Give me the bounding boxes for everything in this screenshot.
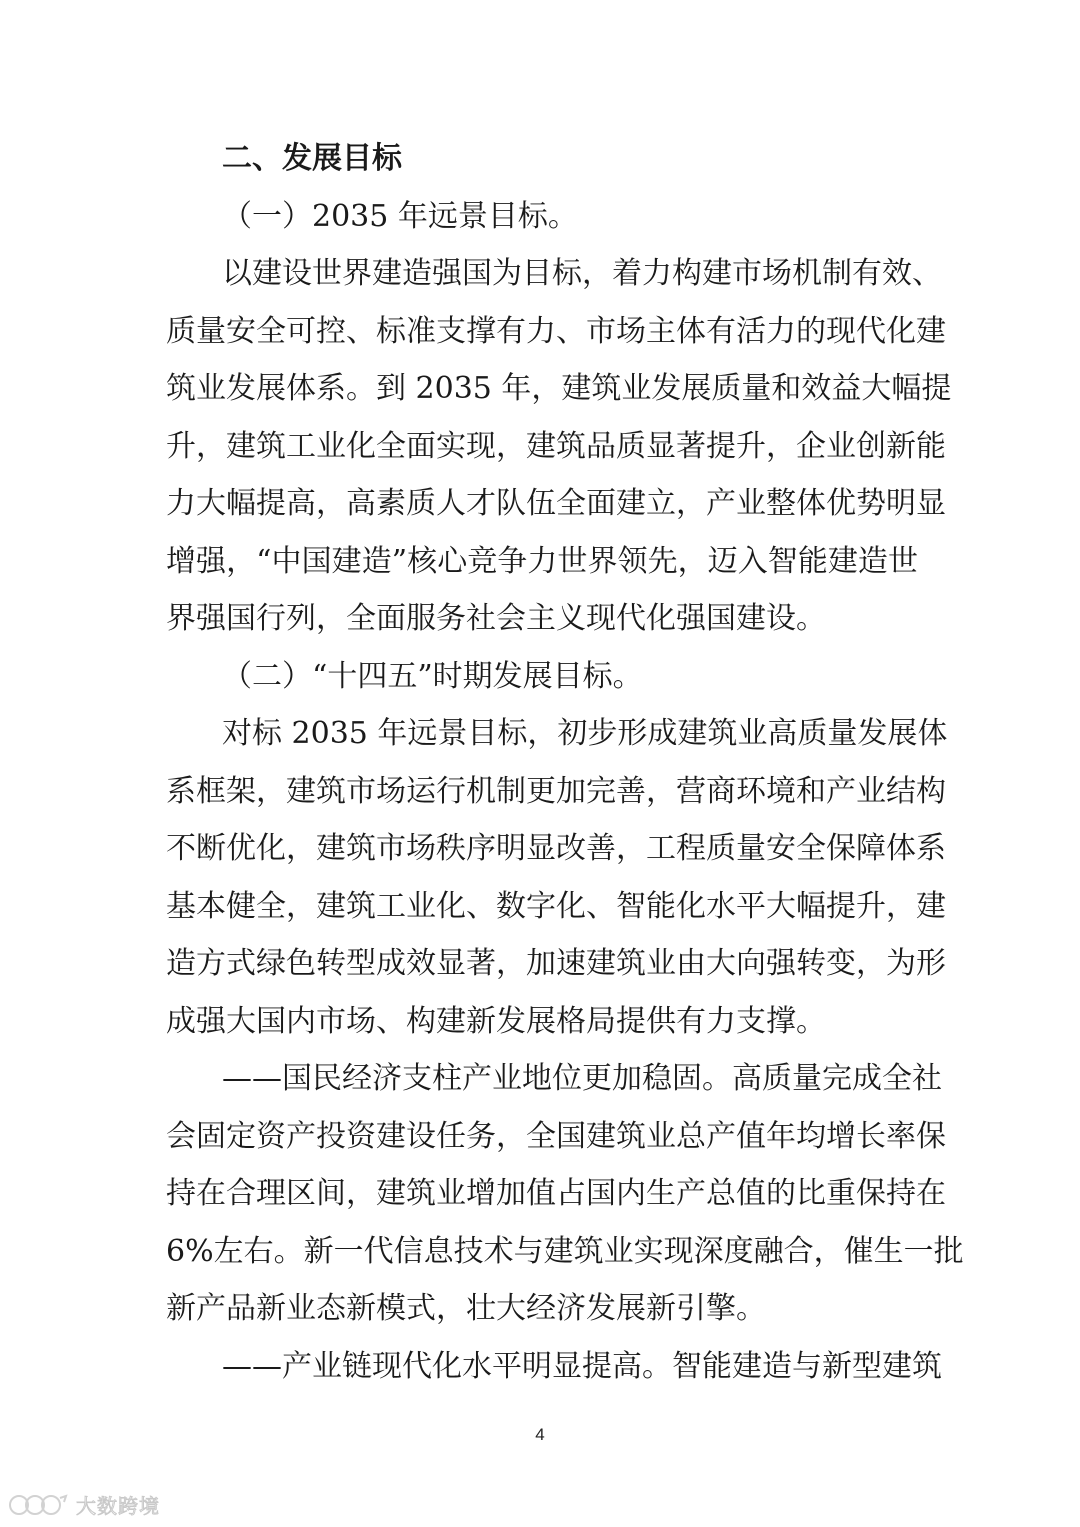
paragraph-line: 持在合理区间，建筑业增加值占国内生产总值的比重保持在 [166,1176,946,1211]
paragraph-line: 新产品新业态新模式，壮大经济发展新引擎。 [166,1291,766,1326]
paragraph-line: 对标 2035 年远景目标，初步形成建筑业高质量发展体 [222,716,948,751]
paragraph-line: 基本健全，建筑工业化、数字化、智能化水平大幅提升，建 [166,888,946,924]
paragraph-line: 6%左右。新一代信息技术与建筑业实现深度融合，催生一批 [166,1233,964,1269]
paragraph-line: ——国民经济支柱产业地位更加稳固。高质量完成全社 [222,1061,942,1096]
paragraph-line: 增强，“中国建造”核心竞争力世界领先，迈入智能建造世 [166,543,918,579]
paragraph-line: 会固定资产投资建设任务，全国建筑业总产值年均增长率保 [166,1118,946,1154]
paragraph-2 [166,705,948,1050]
paragraph-line: 力大幅提高，高素质人才队伍全面建立，产业整体优势明显 [166,486,946,521]
paragraph-line: 以建设世界建造强国为目标，着力构建市场机制有效、 [222,256,942,291]
paragraph-line: 成强大国内市场、构建新发展格局提供有力支撑。 [166,1003,826,1039]
paragraph-4 [166,1338,942,1396]
section-heading: 二、发展目标 [222,141,402,176]
subsection-1-heading: （一）2035 年远景目标。 [222,198,578,234]
paragraph-1 [166,245,952,648]
subsection-2-heading: （二）“十四五”时期发展目标。 [222,658,643,694]
paragraph-line: 质量安全可控、标准支撑有力、市场主体有活力的现代化建 [166,313,946,349]
paragraph-line: 造方式绿色转型成效显著，加速建筑业由大向强转变，为形 [166,946,946,981]
watermark-logo-icon [8,1494,68,1516]
paragraph-line: 不断优化，建筑市场秩序明显改善，工程质量安全保障体系 [166,831,946,866]
paragraph-line: ——产业链现代化水平明显提高。智能建造与新型建筑 [222,1348,942,1384]
paragraph-line: 筑业发展体系。到 2035 年，建筑业发展质量和效益大幅提 [166,371,952,406]
page-number: 4 [535,1425,545,1444]
watermark [8,1490,160,1519]
paragraph-line: 系框架，建筑市场运行机制更加完善，营商环境和产业结构 [166,773,946,809]
watermark-text: 大数跨境 [76,1494,160,1518]
paragraph-line: 界强国行列，全面服务社会主义现代化强国建设。 [166,601,826,636]
paragraph-3 [166,1050,964,1338]
text-column [166,130,964,1395]
paragraph-line: 升，建筑工业化全面实现，建筑品质显著提升，企业创新能 [166,428,946,464]
